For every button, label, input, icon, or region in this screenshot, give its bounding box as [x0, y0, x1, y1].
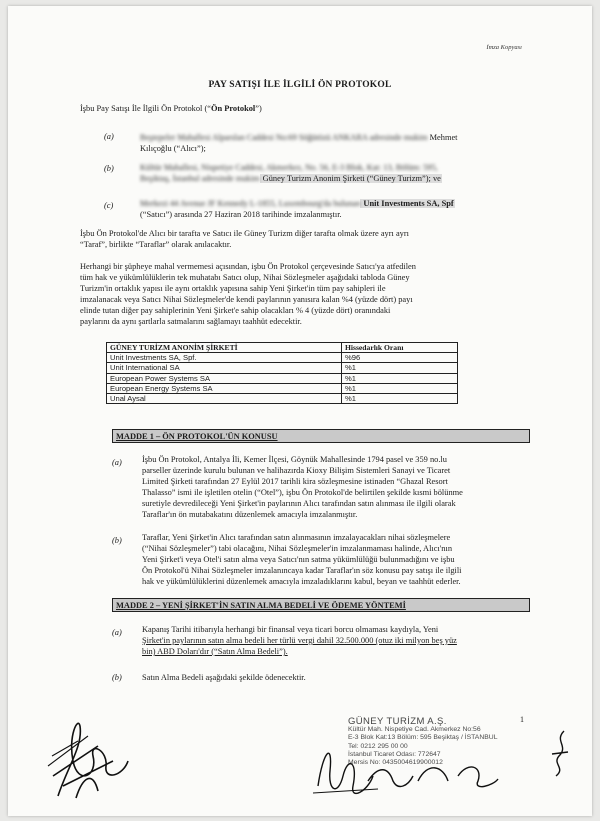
- article-line: bin) ABD Doları'dır (“Satın Alma Bedeli”).: [142, 647, 288, 656]
- intro-line: [80, 103, 262, 114]
- article-1-a-text: [142, 454, 532, 520]
- party-c-name: Unit Investments SA, Spf: [361, 199, 454, 208]
- stamp-line: Mersis No: 0435004619900012: [348, 759, 443, 767]
- party-b-address-redacted-2: Beşiktaş, İstanbul adresinde mukim: [140, 174, 260, 183]
- party-a-line2: Kılıçoğlu (“Alıcı”);: [140, 144, 206, 153]
- article-line: parseller üzerinde kurulu bulunan ve halihazırda Kioxy Bilişim Sistemleri Sanayi ve Ticaret: [142, 466, 451, 475]
- article-1-a-label: (a): [112, 458, 122, 467]
- stamp-line: Tel: 0212 295 00 00: [348, 742, 408, 750]
- table-row: [107, 393, 458, 403]
- article-line: Kapanış Tarihi itibarıyla herhangi bir finansal veya ticari borcu olmaması kaydıyla, Yeni: [142, 625, 439, 634]
- shareholder-ratio: %1: [342, 373, 458, 383]
- article-2-b-label: (b): [112, 673, 122, 682]
- article-line: Yeni Şirket'i veya Otel'i satın alma veya Satıcı'nın satma yükümlülüğü bulunmadığını ve işbu: [142, 555, 455, 564]
- article-line: Ön Protokol'ü Nihai Sözleşmeler imzalanıncaya kadar Taraflar'ın söz konusu pay satışı ile ilgili: [142, 566, 462, 575]
- party-b-address-redacted: Kültür Mahallesi, Nispetiye Caddesi, Akmerkez, No. 56, E-3 Blok, Kat: 13, Bölüm: 595,: [140, 163, 438, 172]
- stamp-line: Kültür Mah. Nispetiye Cad. Akmerkez No:56: [348, 726, 481, 734]
- stamp-line: E-3 Blok Kat:13 Bölüm: 595 Beşiktaş / İSTANBUL: [348, 734, 498, 742]
- shareholder-ratio: %96: [342, 353, 458, 363]
- paragraph-parties-line2: “Taraf”, birlikte “Taraflar” olarak anılacaktır.: [80, 240, 232, 249]
- shareholder-name: Unit International SA: [107, 363, 342, 373]
- paragraph-seller-obligation: [80, 261, 530, 327]
- document-title: PAY SATIŞI İLE İLGİLİ ÖN PROTOKOL: [208, 80, 392, 90]
- paragraph-parties: [80, 228, 530, 250]
- article-line: Taraflar'ın ön mutabakatını düzenlemek amacıyla imzalanmıştır.: [142, 510, 358, 519]
- right-signature: [308, 731, 538, 806]
- shareholder-name: Unal Aysal: [107, 393, 342, 403]
- copy-label: İmza Kopyası: [486, 44, 522, 51]
- paragraph-line: paylarını da aynı şartlarla satmalarını sağlamayı taahhüt edecektir.: [80, 317, 302, 326]
- article-2-heading-text: MADDE 2 – YENİ ŞİRKET'İN SATIN ALMA BEDELİ VE ÖDEME YÖNTEMİ: [116, 601, 406, 610]
- shareholder-ratio: %1: [342, 383, 458, 393]
- table-row: [107, 353, 458, 363]
- intro-post: ”): [255, 104, 262, 113]
- paragraph-line: imzalanacak veya Satıcı Nihai Sözleşmeler'de kendi paylarının yanısıra kalan %4 (yüzde dört) payı: [80, 295, 413, 304]
- article-line: İşbu Ön Protokol, Antalya İli, Kemer İlçesi, Göynük Mahallesinde 1794 pasel ve 359 no.lu: [142, 455, 447, 464]
- paragraph-line: tüm hak ve yükümlülüklerin tek muhatabı Satıcı olup, Nihai Sözleşmeler aşağıdaki tabloda Güney: [80, 273, 410, 282]
- party-c-line1: [140, 198, 540, 209]
- article-line: Thalasso” ismi ile işletilen otelin (“Otel”), işbu Ön Protokol'de belirtilen şekilde kısmi bölünme: [142, 488, 463, 497]
- article-1-b-label: (b): [112, 536, 122, 545]
- paragraph-line: Herhangi bir şüpheye mahal vermemesi açısından, işbu Ön Protokol çerçevesinde Satıcı'ya atfedilen: [80, 262, 416, 271]
- article-line: (“Nihai Sözleşmeler”) tabi olacağını, Nihai Sözleşmeler'in imzalanmaması halinde, Alıcı'nın: [142, 544, 453, 553]
- paragraph-line: elinde tutan diğer pay sahiplerinin Yeni Şirket'e sahip olacakları % 4 (yüzde dört) oranındaki: [80, 306, 391, 315]
- party-c-address-redacted: Merkezi 44 Avenue JF Kennedy L-1855, Luxembourg'da bulunan: [140, 199, 361, 208]
- party-a-name-start: Mehmet: [427, 133, 458, 142]
- shareholder-name: European Power Systems SA: [107, 373, 342, 383]
- party-b-name: Güney Turizm Anonim Şirketi (“Güney Turizm”); ve: [260, 174, 441, 183]
- document-page: [8, 6, 592, 816]
- shareholder-name: European Energy Systems SA: [107, 383, 342, 393]
- table-row: [107, 383, 458, 393]
- shareholder-ratio: %1: [342, 393, 458, 403]
- article-line: suretiyle devredileceği Yeni Şirket'in paylarının Alıcı tarafından satın alınması ile ilgili olarak: [142, 499, 456, 508]
- stamp-company-name: GÜNEY TURİZM A.Ş.: [348, 716, 447, 727]
- left-signature: [38, 706, 148, 806]
- article-line: Taraflar, Yeni Şirket'in Alıcı tarafından satın alınmasının imzalayacakları nihai sözleşmelere: [142, 533, 451, 542]
- article-2-a-text: [142, 624, 532, 657]
- party-a-label: (a): [104, 132, 114, 141]
- table-header-ratio: Hissedarlık Oranı: [342, 343, 458, 353]
- intro-bold: Ön Protokol: [210, 104, 256, 113]
- page-number: 1: [520, 715, 524, 724]
- article-2-a-label: (a): [112, 628, 122, 637]
- shareholder-ratio: %1: [342, 363, 458, 373]
- article-2-b-text: Satın Alma Bedeli aşağıdaki şekilde ödenecektir.: [142, 673, 306, 682]
- table-row: [107, 373, 458, 383]
- paragraph-line: Turizm'in ortaklık yapısı ile aynı ortaklık yapısına sahip Yeni Şirket'in tüm pay sahipleri ile: [80, 284, 386, 293]
- shareholding-table: [106, 342, 458, 404]
- party-c-label: (c): [104, 201, 114, 210]
- party-b-line2: [140, 173, 540, 184]
- stamp-line: İstanbul Ticaret Odası: 772647: [348, 750, 441, 758]
- intro-pre: İşbu Pay Satışı İle İlgili Ön Protokol (“: [80, 104, 211, 113]
- party-a-line1: [140, 132, 540, 143]
- party-b-label: (b): [104, 164, 114, 173]
- article-1-heading: [112, 429, 530, 443]
- article-1-heading-text: MADDE 1 – ÖN PROTOKOL'ÜN KONUSU: [116, 432, 278, 441]
- party-c-line2: (“Satıcı”) arasında 27 Haziran 2018 tarihinde imzalanmıştır.: [140, 210, 342, 219]
- article-1-b-text: [142, 532, 532, 587]
- table-row: [107, 363, 458, 373]
- shareholder-name: Unit Investments SA, Spf.: [107, 353, 342, 363]
- party-a-address-redacted: Beştepeler Mahallesi Alparslan Caddesi No:69 Söğütözü ANKARA adresinde mukim: [140, 133, 428, 142]
- article-line: hak ve yükümlülüklerini düzenlemek amacıyla imzaladıklarını kabul, beyan ve taahhüt ederler.: [142, 577, 461, 586]
- table-header-row: [107, 343, 458, 353]
- initial-signature: [544, 726, 574, 781]
- article-line: Şirket'in paylarının satın alma bedeli her türlü vergi dahil 32.500.000 (otuz iki milyon beş yüz: [142, 636, 457, 645]
- article-2-heading: [112, 598, 530, 612]
- article-line: Limited Şirketi tarafından 27 Eylül 2017 tarihli kira sözleşmesine istinaden “Ghazal Resort: [142, 477, 448, 486]
- paragraph-parties-line1: İşbu Ön Protokol'de Alıcı bir tarafta ve Satıcı ile Güney Turizm diğer tarafta olmak üzere ayrı ayrı: [80, 229, 409, 238]
- table-header-company: GÜNEY TURİZM ANONİM ŞİRKETİ: [107, 343, 342, 353]
